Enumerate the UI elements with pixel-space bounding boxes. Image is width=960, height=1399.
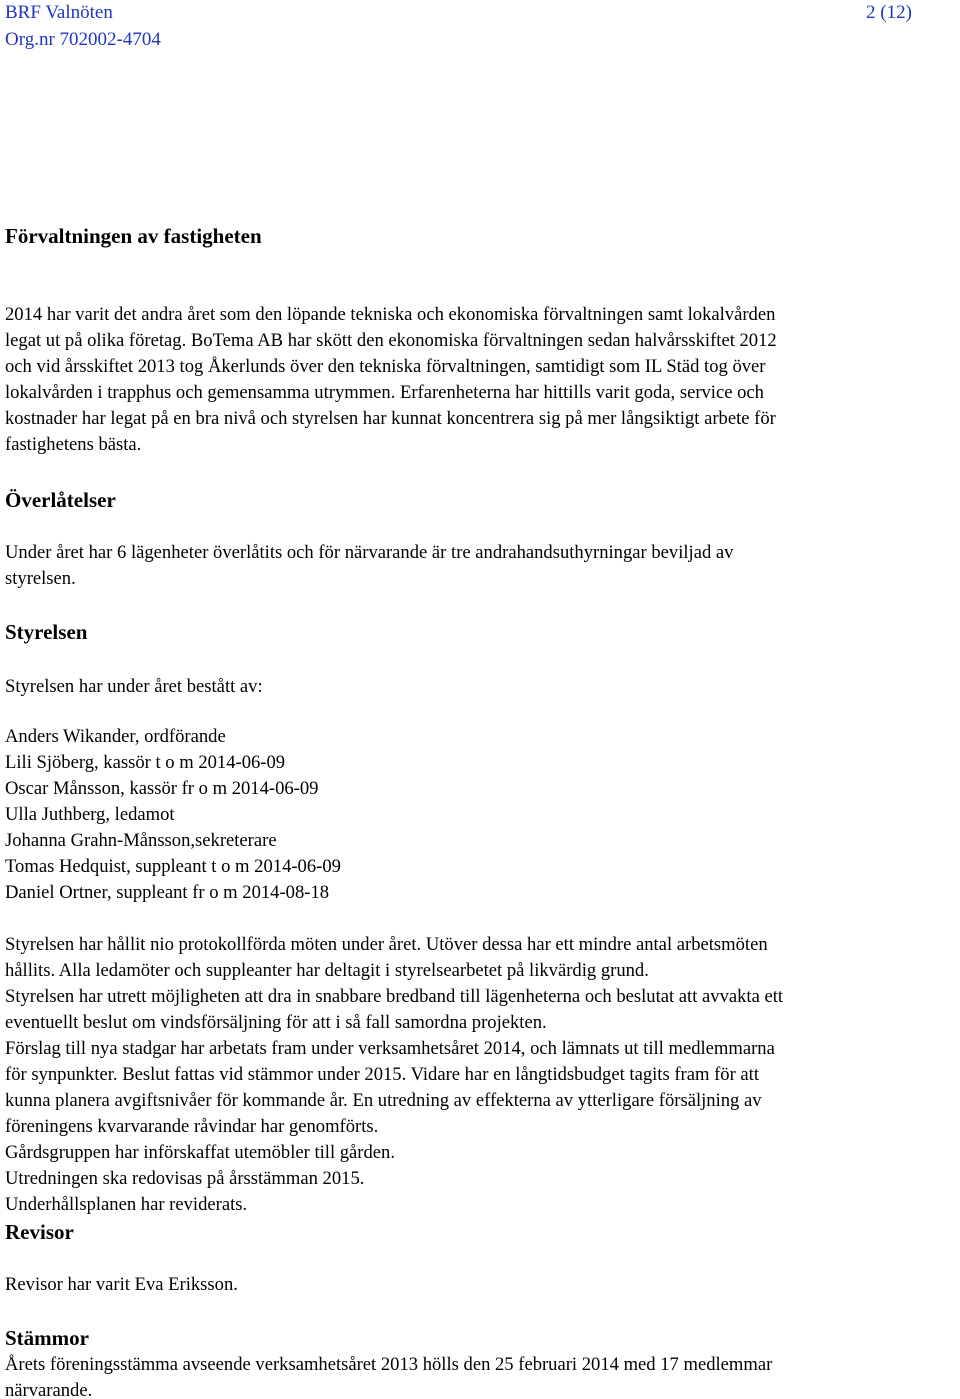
heading-overlatelser: Överlåtelser [5, 488, 116, 512]
org-name: BRF Valnöten [5, 2, 113, 23]
heading-forvaltning: Förvaltningen av fastigheten [5, 224, 262, 248]
page-bottom-clip [0, 1380, 960, 1399]
paragraph-line: hållits. Alla ledamöter och suppleanter har deltagit i styrelsearbetet på likvärdig grund. [5, 960, 649, 981]
paragraph-line: Förslag till nya stadgar har arbetats fram under verksamhetsåret 2014, och lämnats ut till medlemmarna [5, 1038, 775, 1059]
paragraph-line: Under året har 6 lägenheter överlåtits och för närvarande är tre andrahandsuthyrningar beviljad av [5, 542, 734, 563]
paragraph-line: lokalvården i trapphus och gemensamma utrymmen. Erfarenheterna har hittills varit goda, service och [5, 382, 764, 403]
board-member: Oscar Månsson, kassör fr o m 2014-06-09 [5, 778, 319, 799]
paragraph-line: föreningens kvarvarande råvindar har genomförts. [5, 1116, 379, 1137]
styrelsen-intro: Styrelsen har under året bestått av: [5, 676, 263, 697]
paragraph-line: närvarande. [5, 1380, 93, 1399]
paragraph-line: Styrelsen har utrett möjligheten att dra in snabbare bredband till lägenheterna och beslutat att avvakta ett [5, 986, 784, 1007]
heading-revisor: Revisor [5, 1220, 74, 1244]
paragraph-line: Årets föreningsstämma avseende verksamhetsåret 2013 hölls den 25 februari 2014 med 17 medlemmar [5, 1354, 773, 1375]
paragraph-line: legat ut på olika företag. BoTema AB har skött den ekonomiska förvaltningen sedan halvårsskiftet 2012 [5, 330, 777, 351]
board-member: Ulla Juthberg, ledamot [5, 804, 175, 825]
heading-styrelsen: Styrelsen [5, 620, 88, 644]
paragraph-line: och vid årsskiftet 2013 tog Åkerlunds över den tekniska förvaltningen, samtidigt som IL Städ tog över [5, 356, 766, 377]
paragraph-line: Underhållsplanen har reviderats. [5, 1194, 248, 1215]
board-member: Daniel Ortner, suppleant fr o m 2014-08-18 [5, 882, 330, 903]
paragraph-line: för synpunkter. Beslut fattas vid stämmor under 2015. Vidare har en långtidsbudget tagits fram för att [5, 1064, 759, 1085]
board-member: Johanna Grahn-Månsson,sekreterare [5, 830, 277, 851]
paragraph-line: Gårdsgruppen har införskaffat utemöbler till gården. [5, 1142, 395, 1163]
paragraph-line: kunna planera avgiftsnivåer för kommande år. En utredning av effekterna av ytterligare försäljning av [5, 1090, 762, 1111]
board-member: Tomas Hedquist, suppleant t o m 2014-06-09 [5, 856, 341, 877]
board-member: Anders Wikander, ordförande [5, 726, 226, 747]
paragraph-line: Styrelsen har hållit nio protokollförda möten under året. Utöver dessa har ett mindre antal arbetsmöten [5, 934, 768, 955]
paragraph-line: kostnader har legat på en bra nivå och styrelsen har kunnat koncentrera sig på mer långsiktigt arbete för [5, 408, 776, 429]
org-number: Org.nr 702002-4704 [5, 29, 161, 50]
revisor-text: Revisor har varit Eva Eriksson. [5, 1274, 238, 1295]
paragraph-line: 2014 har varit det andra året som den löpande tekniska och ekonomiska förvaltningen samt lokalvården [5, 304, 776, 325]
paragraph-line: fastighetens bästa. [5, 434, 142, 455]
paragraph-line: styrelsen. [5, 568, 76, 589]
paragraph-line: Utredningen ska redovisas på årsstämman 2015. [5, 1168, 365, 1189]
heading-stammor: Stämmor [5, 1326, 89, 1350]
page-number: 2 (12) [866, 2, 912, 23]
board-member: Lili Sjöberg, kassör t o m 2014-06-09 [5, 752, 286, 773]
paragraph-line: eventuellt beslut om vindsförsäljning för att i så fall samordna projekten. [5, 1012, 547, 1033]
